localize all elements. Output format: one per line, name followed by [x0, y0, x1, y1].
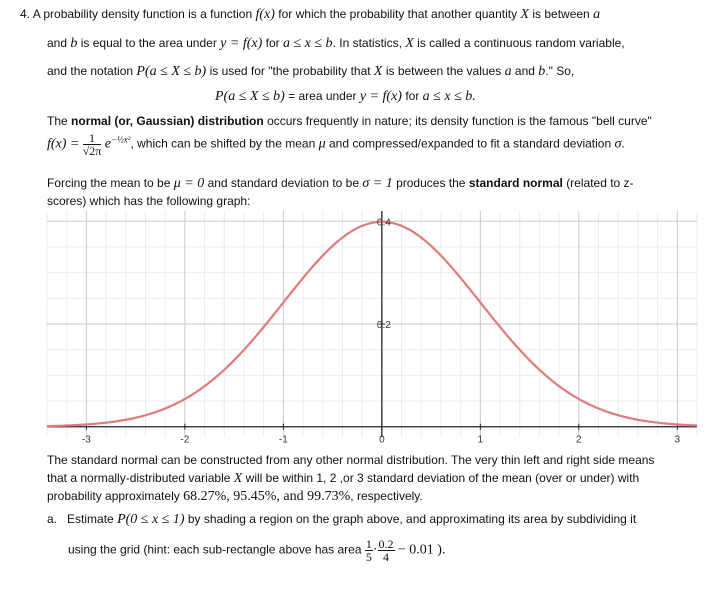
x-tick-label: 2	[576, 434, 582, 446]
x-tick-label: 1	[477, 434, 484, 446]
text: is used for "the probability that	[209, 64, 371, 78]
problem-line-7	[47, 194, 250, 208]
text: for	[405, 89, 420, 103]
text: and	[47, 36, 68, 50]
text: by shading a region on the graph above, and approximating its area by subdividing it	[187, 512, 637, 526]
problem-line-1	[20, 7, 600, 23]
text: Estimate	[67, 512, 114, 526]
part-a-line-2	[68, 538, 445, 563]
text: = area under	[288, 89, 357, 103]
text: that a normally-distributed variable	[47, 471, 231, 485]
area-value: − 0.01 ).	[397, 542, 446, 558]
text: .	[621, 136, 625, 151]
y-tick-label: 0.4	[376, 217, 391, 229]
text: probability approximately	[47, 489, 180, 503]
math-b: b	[538, 64, 546, 79]
after-line-3	[47, 489, 423, 505]
math-mu: μ	[318, 136, 326, 152]
text: , respectively.	[350, 489, 423, 503]
formula-denominator: √2π	[82, 144, 102, 158]
text: occurs frequently in nature; its density function is the famous "bell curve"	[267, 114, 652, 128]
math-a: a	[504, 64, 512, 79]
math-P01: P(0 ≤ x ≤ 1)	[117, 512, 185, 527]
numerator: 1	[365, 537, 372, 551]
text: is between	[532, 7, 590, 21]
math-yfx: y = f(x)	[220, 36, 263, 51]
text: is between the values	[385, 64, 502, 78]
math-sigma1: σ = 1	[362, 176, 393, 191]
formula-lhs: f(x) =	[47, 136, 80, 152]
text: will be within 1, 2 ,or 3 standard deviation of the mean (over or under) with	[245, 471, 640, 485]
grid-major	[47, 211, 697, 437]
denominator: 4	[383, 550, 390, 564]
x-tick-label: -3	[81, 434, 91, 446]
text: The standard normal can be constructed from any other normal distribution. The very thin left and right side means	[47, 453, 655, 467]
text: using the grid (hint: each sub-rectangle above has area	[68, 542, 362, 557]
after-line-2	[47, 471, 639, 487]
bold-term: standard normal	[468, 176, 563, 190]
y-tick-label: 0.2	[376, 320, 391, 331]
math-X: X	[373, 64, 383, 79]
standard-normal-graph	[47, 211, 697, 446]
math-P: P(a ≤ X ≤ b)	[136, 64, 207, 79]
math-sigma: σ	[614, 136, 622, 152]
problem-line-4	[47, 114, 652, 128]
problem-line-3	[47, 64, 574, 80]
math-X: X	[520, 7, 529, 22]
problem-line-2	[47, 36, 625, 52]
text: produces the	[396, 176, 466, 190]
dot: ·	[372, 542, 378, 558]
formula-line	[47, 132, 625, 157]
part-a-line-1	[47, 512, 636, 528]
math-X: X	[233, 471, 243, 486]
text: A probability density function is a function	[32, 7, 253, 21]
text: is called a continuous random variable,	[417, 36, 625, 50]
text: scores) which has the following graph:	[47, 194, 251, 208]
text: . In statistics,	[332, 36, 402, 50]
text: and the notation	[47, 64, 134, 78]
x-tick-label: -1	[278, 434, 288, 446]
math-yfx: y = f(x)	[359, 89, 402, 104]
math-fx: f(x)	[255, 7, 275, 22]
x-tick-label: 0	[379, 434, 385, 446]
text: The	[47, 114, 68, 128]
text: and standard deviation to be	[207, 176, 360, 190]
centered-equation	[215, 89, 476, 105]
problem-line-6	[47, 176, 634, 192]
math-a: a	[593, 7, 601, 22]
formula-fraction	[83, 132, 102, 157]
fraction-1-5	[365, 538, 373, 563]
math-range: a ≤ x ≤ b	[282, 36, 333, 51]
after-line-1	[47, 453, 654, 467]
formula-e: e	[104, 136, 111, 152]
math-range: a ≤ x ≤ b.	[422, 89, 476, 104]
x-tick-label: -2	[180, 434, 190, 446]
problem-number: 4.	[20, 7, 31, 21]
text: for which the probability that another quantity	[278, 7, 518, 21]
math-P: P(a ≤ X ≤ b)	[215, 89, 285, 104]
text: for	[265, 36, 280, 50]
percentages: 68.27%, 95.45%, and 99.73%	[183, 489, 351, 504]
denominator: 5	[365, 550, 372, 564]
formula-exponent: −½x²	[110, 134, 131, 145]
part-a-label: a.	[47, 512, 58, 526]
x-tick-label: 3	[674, 434, 681, 446]
bold-term: normal (or, Gaussian) distribution	[71, 114, 264, 128]
math-b: b	[70, 36, 78, 51]
text: and	[514, 64, 535, 78]
text: ." So,	[545, 64, 575, 78]
math-mu0: μ = 0	[173, 176, 205, 191]
math-X: X	[405, 36, 414, 51]
text: , which can be shifted by the mean	[130, 136, 316, 151]
text: Forcing the mean to be	[47, 176, 171, 190]
text: and compressed/expanded to fit a standard deviation	[328, 136, 612, 151]
numerator: 0.2	[378, 537, 394, 551]
text: is equal to the area under	[80, 36, 217, 50]
text: (related to z-	[566, 176, 634, 190]
formula-numerator: 1	[83, 132, 102, 145]
fraction-02-4	[378, 538, 395, 563]
